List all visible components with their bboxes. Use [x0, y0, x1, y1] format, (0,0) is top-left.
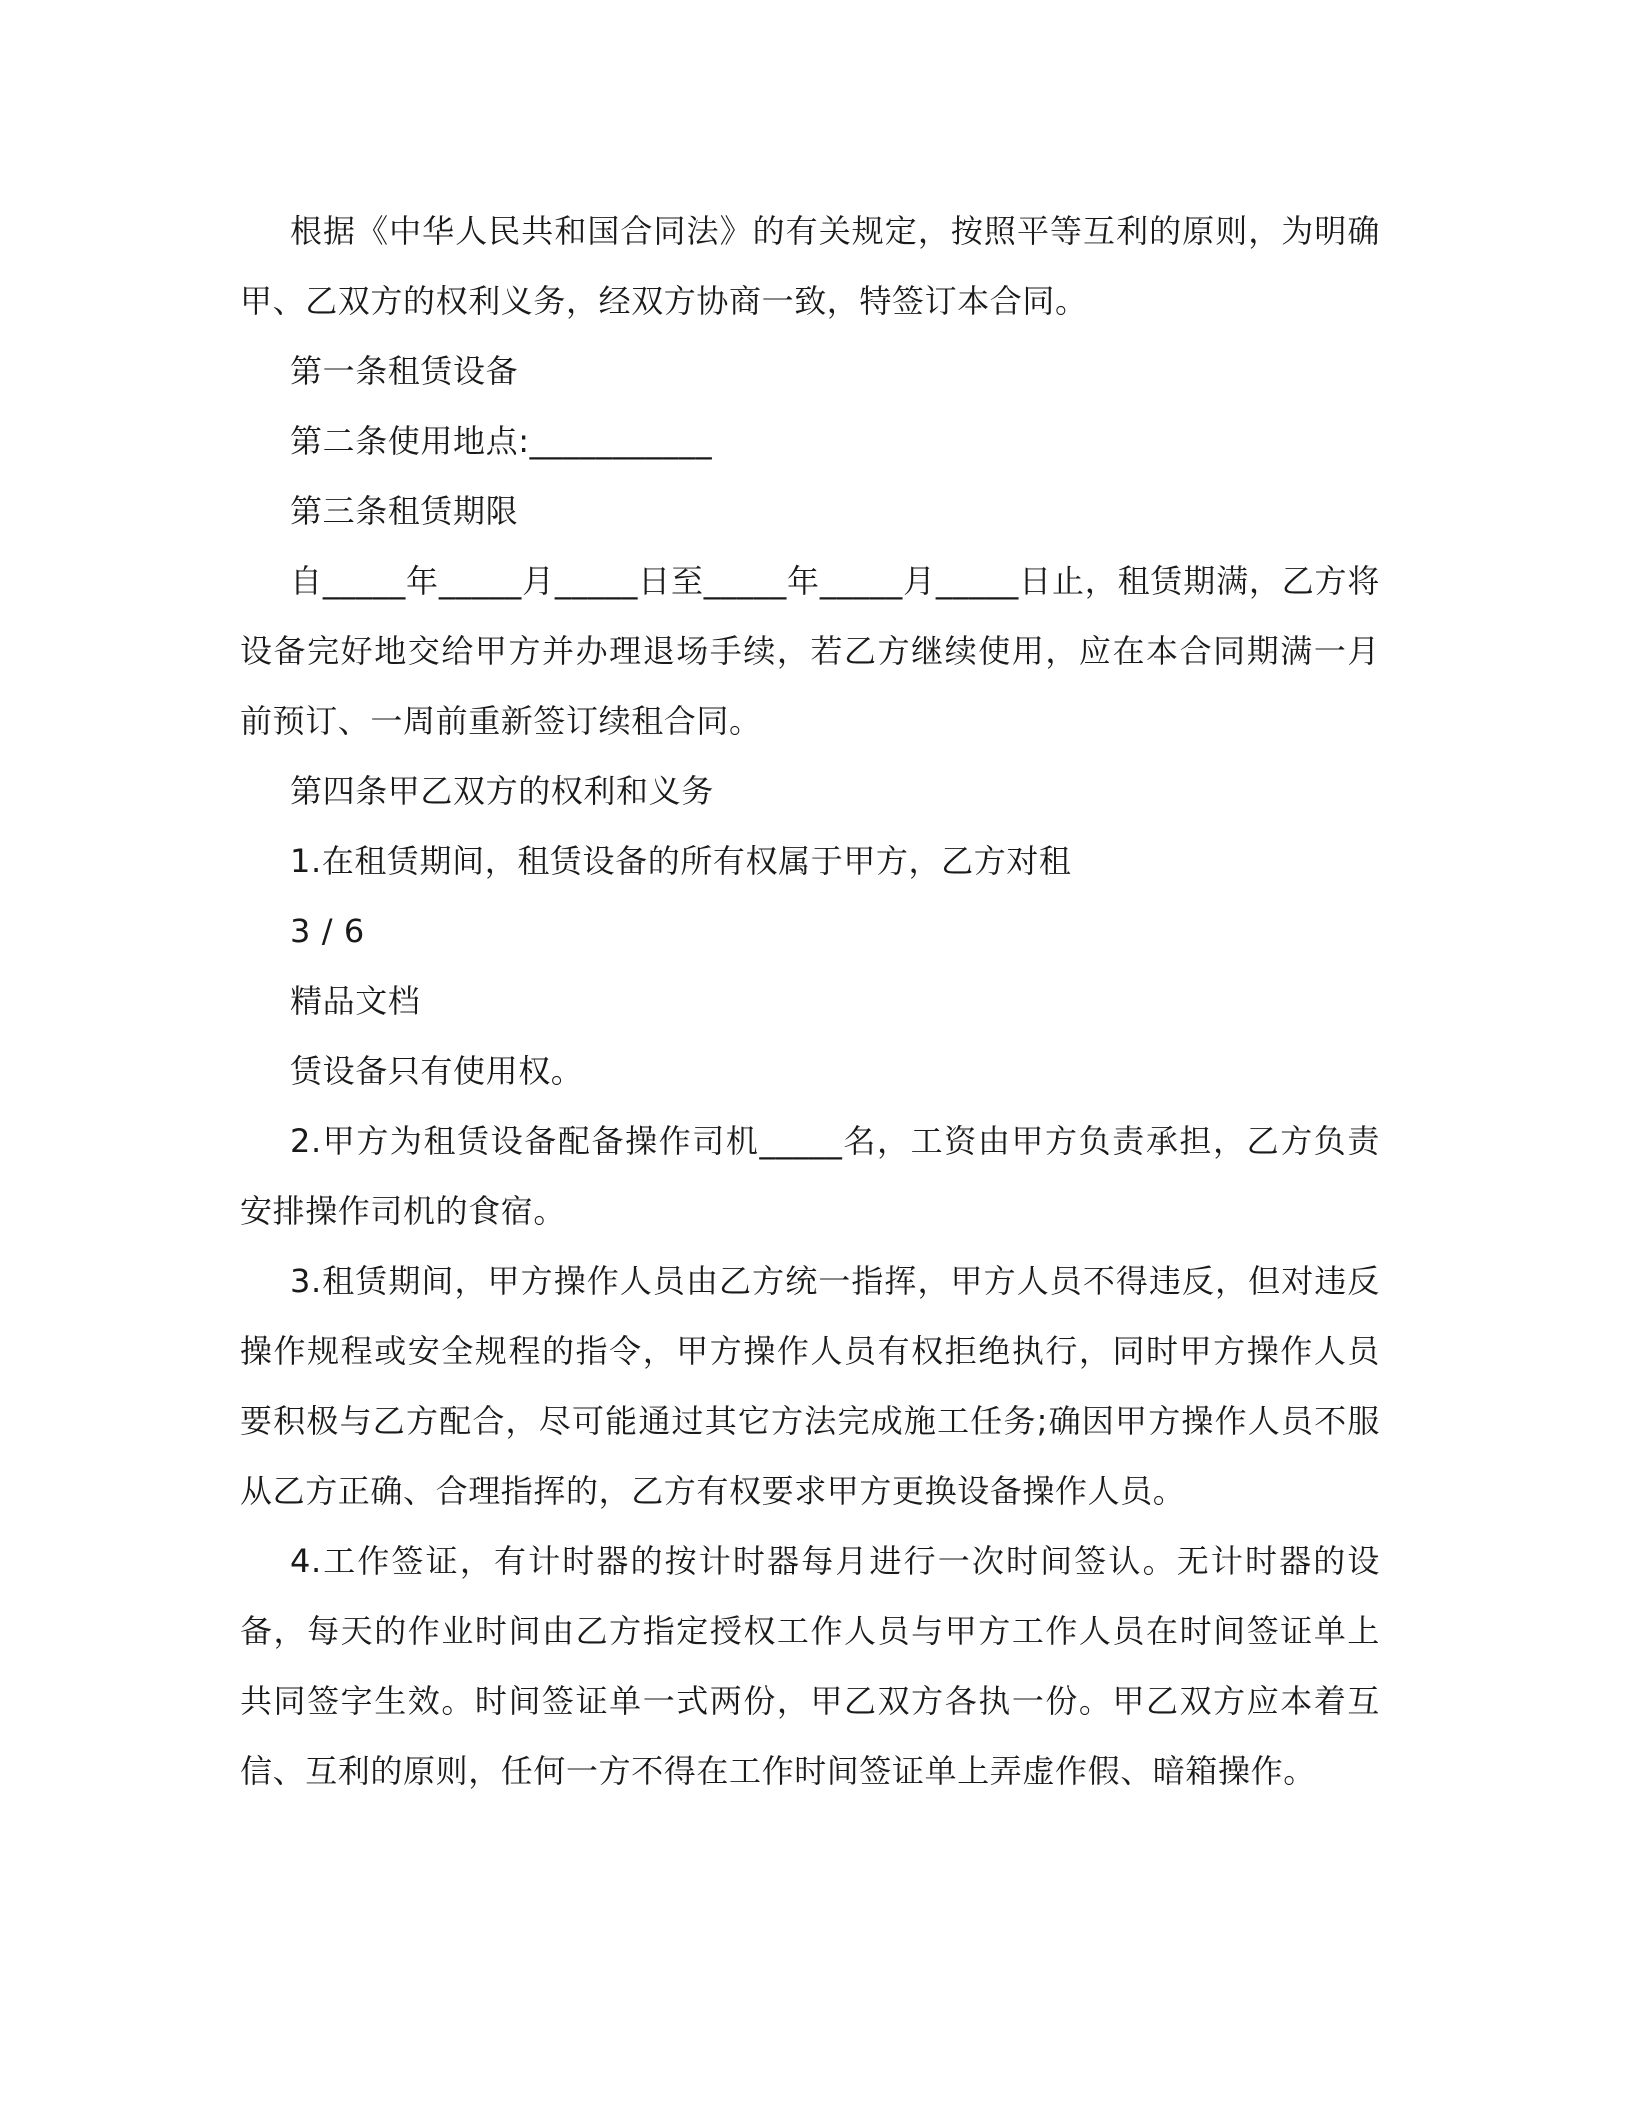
item-4-paragraph: 4.工作签证，有计时器的按计时器每月进行一次时间签认。无计时器的设备，每天的作业时间由乙方指定授权工作人员与甲方工作人员在时间签证单上共同签字生效。时间签证单一式两份，甲乙双方各执一份。甲乙双方应本着互信、互利的原则，任何一方不得在工作时间签证单上弄虚作假、暗箱操作。 — [240, 1542, 1380, 1790]
item-2-paragraph: 2.甲方为租赁设备配备操作司机_____名，工资由甲方负责承担，乙方负责安排操作司机的食宿。 — [240, 1122, 1380, 1230]
item-1-end: 赁设备只有使用权。 — [290, 1052, 584, 1090]
page-header: 精品文档 — [290, 982, 421, 1020]
item-3-paragraph: 3.租赁期间，甲方操作人员由乙方统一指挥，甲方人员不得违反，但对违反操作规程或安全规程的指令，甲方操作人员有权拒绝执行，同时甲方操作人员要积极与乙方配合，尽可能通过其它方法完成施工任务;确因甲方操作人员不服从乙方正确、合理指挥的，乙方有权要求甲方更换设备操作人员。 — [240, 1262, 1380, 1510]
intro-paragraph: 根据《中华人民共和国合同法》的有关规定，按照平等互利的原则，为明确甲、乙双方的权利义务，经双方协商一致，特签订本合同。 — [240, 212, 1380, 320]
page-number: 3 / 6 — [290, 912, 365, 950]
article-3-heading: 第三条租赁期限 — [290, 492, 519, 530]
article-2-heading: 第二条使用地点:___________ — [290, 422, 713, 460]
document-body — [240, 196, 1380, 1806]
item-1-start: 1.在租赁期间，租赁设备的所有权属于甲方，乙方对租 — [290, 842, 1072, 880]
article-1-heading: 第一条租赁设备 — [290, 352, 519, 390]
lease-term-paragraph: 自_____年_____月_____日至_____年_____月_____日止，租赁期满，乙方将设备完好地交给甲方并办理退场手续，若乙方继续使用，应在本合同期满一月前预订、一周前重新签订续租合同。 — [240, 562, 1380, 740]
article-4-heading: 第四条甲乙双方的权利和义务 — [290, 772, 714, 810]
